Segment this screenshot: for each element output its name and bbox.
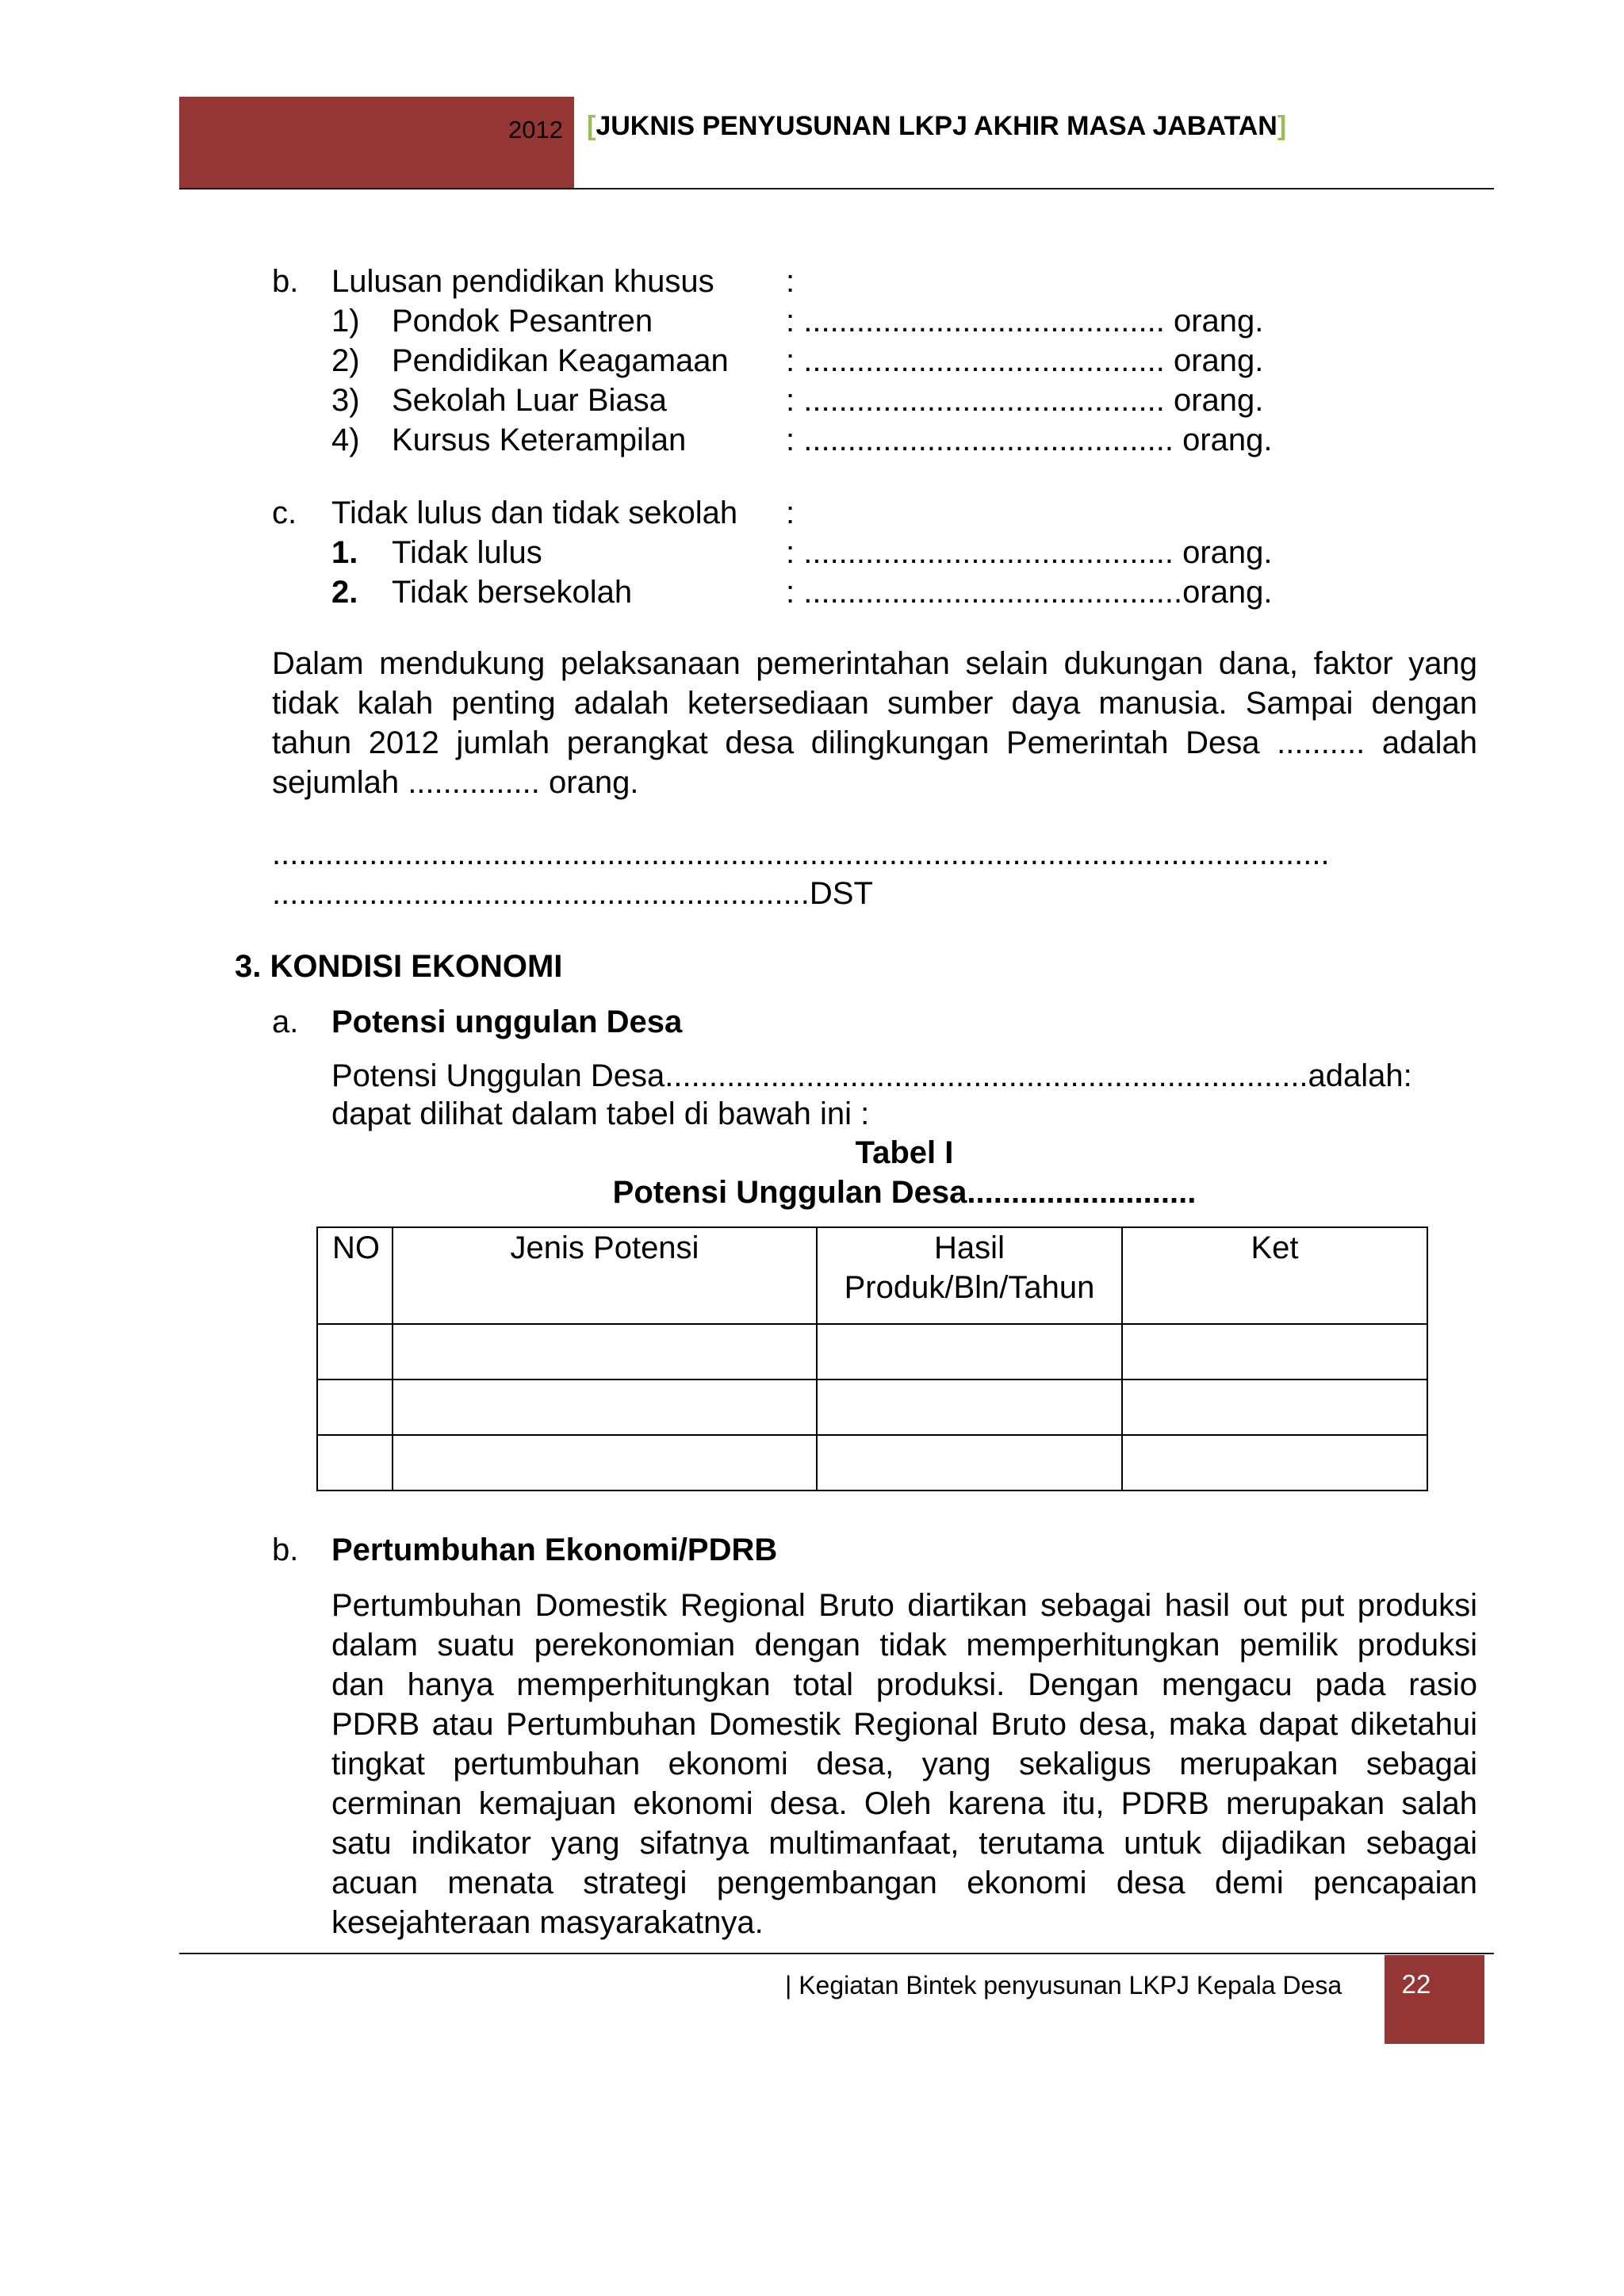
- list-item-number: 2): [331, 343, 360, 378]
- list-item-number: 1): [331, 304, 360, 339]
- table-header-hasil-line2: Produk/Bln/Tahun: [844, 1270, 1095, 1305]
- table-row: [317, 1380, 1427, 1435]
- section-3-heading: 3. KONDISI EKONOMI: [235, 949, 563, 984]
- section-b-colon: :: [786, 264, 795, 299]
- table-cell: [393, 1380, 817, 1435]
- paragraph-line: tahun 2012 jumlah perangkat desa dilingkungan Pemerintah Desa .......... adalah: [272, 725, 1477, 760]
- list-item-value: : ......................................... orang.: [786, 304, 1264, 339]
- paragraph-line: PDRB atau Pertumbuhan Domestik Regional Bruto desa, maka dapat diketahui: [331, 1707, 1477, 1742]
- paragraph-line: Dalam mendukung pelaksanaan pemerintahan selain dukungan dana, faktor yang: [272, 646, 1477, 681]
- table-header-cell: Ket: [1122, 1227, 1427, 1324]
- list-item-value: : .......................................... orang.: [786, 423, 1273, 457]
- header-bracket-open: [: [587, 111, 596, 141]
- table-cell: [817, 1324, 1122, 1380]
- table-header-cell: Jenis Potensi: [393, 1227, 817, 1324]
- header-rule: [179, 188, 1494, 189]
- table-title: Potensi Unggulan Desa..........................: [612, 1175, 1197, 1210]
- subsection-a-line1: Potensi Unggulan Desa.........................................................................adalah:: [331, 1058, 1412, 1093]
- table-cell: [1122, 1435, 1427, 1490]
- list-item-number: 4): [331, 423, 360, 457]
- subsection-a-letter: a.: [272, 1004, 299, 1039]
- table-cell: [393, 1435, 817, 1490]
- list-item-number: 3): [331, 383, 360, 418]
- footer-accent-block: [1385, 1955, 1484, 2044]
- table-header-cell: NO: [317, 1227, 393, 1324]
- table-caption: Tabel I: [855, 1135, 954, 1170]
- table-header-row: [317, 1227, 1427, 1324]
- table-row: [317, 1435, 1427, 1490]
- section-b-label: Lulusan pendidikan khusus: [331, 264, 714, 299]
- list-item-label: Pendidikan Keagamaan: [392, 343, 729, 378]
- list-item-value: : ......................................... orang.: [786, 343, 1264, 378]
- list-item-value: : ...........................................orang.: [786, 575, 1273, 610]
- table-cell: [1122, 1324, 1427, 1380]
- table-cell: [393, 1324, 817, 1380]
- footer-rule: [179, 1953, 1494, 1954]
- list-item-value: : .......................................... orang.: [786, 535, 1273, 570]
- subsection-b-title: Pertumbuhan Ekonomi/PDRB: [331, 1533, 778, 1567]
- paragraph-line-last: sejumlah ............... orang.: [272, 765, 639, 800]
- table-cell: [1122, 1380, 1427, 1435]
- section-c-letter: c.: [272, 496, 297, 530]
- paragraph-line: acuan menata strategi pengembangan ekonomi desa demi pencapaian: [331, 1866, 1477, 1900]
- header-title-text: JUKNIS PENYUSUNAN LKPJ AKHIR MASA JABATAN: [596, 111, 1277, 141]
- paragraph-line-last: kesejahteraan masyarakatnya.: [331, 1905, 764, 1940]
- section-c-label: Tidak lulus dan tidak sekolah: [331, 496, 738, 530]
- section-b-letter: b.: [272, 264, 299, 299]
- list-item-label: Tidak lulus: [392, 535, 542, 570]
- subsection-a-line2: dapat dilihat dalam tabel di bawah ini :: [331, 1096, 870, 1131]
- dotted-line: ........................................................................................................................: [272, 836, 1330, 871]
- dotted-line-dst: .............................................................DST: [272, 876, 873, 911]
- footer-text: | Kegiatan Bintek penyusunan LKPJ Kepala Desa: [785, 1971, 1342, 1999]
- paragraph-line: satu indikator yang sifatnya multimanfaat, terutama untuk dijadikan sebagai: [331, 1826, 1477, 1861]
- list-item-number: 2.: [331, 575, 358, 610]
- subsection-b-letter: b.: [272, 1533, 299, 1567]
- section-c-colon: :: [786, 496, 795, 530]
- list-item-value: : ......................................... orang.: [786, 383, 1264, 418]
- paragraph-line: dalam suatu perekonomian dengan tidak memperhitungkan pemilik produksi: [331, 1628, 1477, 1663]
- list-item-number: 1.: [331, 535, 358, 570]
- paragraph-line: cerminan kemajuan ekonomi desa. Oleh karena itu, PDRB merupakan salah: [331, 1786, 1477, 1821]
- potensi-table: [316, 1226, 1428, 1491]
- table-cell: [817, 1435, 1122, 1490]
- table-cell: [317, 1324, 393, 1380]
- paragraph-line: tidak kalah penting adalah ketersediaan sumber daya manusia. Sampai dengan: [272, 686, 1477, 721]
- paragraph-line: dan hanya memperhitungkan total produksi. Dengan mengacu pada rasio: [331, 1667, 1477, 1702]
- table-cell: [817, 1380, 1122, 1435]
- table-cell: [317, 1435, 393, 1490]
- page-number: 22: [1401, 1969, 1431, 1999]
- table-row: [317, 1324, 1427, 1380]
- list-item-label: Sekolah Luar Biasa: [392, 383, 667, 418]
- table-header-hasil-line1: Hasil: [934, 1230, 1005, 1265]
- table-cell: [317, 1380, 393, 1435]
- header-title: [587, 111, 1286, 142]
- list-item-label: Pondok Pesantren: [392, 304, 653, 339]
- table-header-cell: [817, 1227, 1122, 1324]
- header-bracket-close: ]: [1277, 111, 1287, 141]
- paragraph-line: Pertumbuhan Domestik Regional Bruto diartikan sebagai hasil out put produksi: [331, 1588, 1477, 1623]
- subsection-a-title: Potensi unggulan Desa: [331, 1004, 683, 1039]
- list-item-label: Tidak bersekolah: [392, 575, 633, 610]
- paragraph-line: tingkat pertumbuhan ekonomi desa, yang sekaligus merupakan sebagai: [331, 1747, 1477, 1781]
- list-item-label: Kursus Keterampilan: [392, 423, 687, 457]
- header-year: 2012: [508, 116, 563, 144]
